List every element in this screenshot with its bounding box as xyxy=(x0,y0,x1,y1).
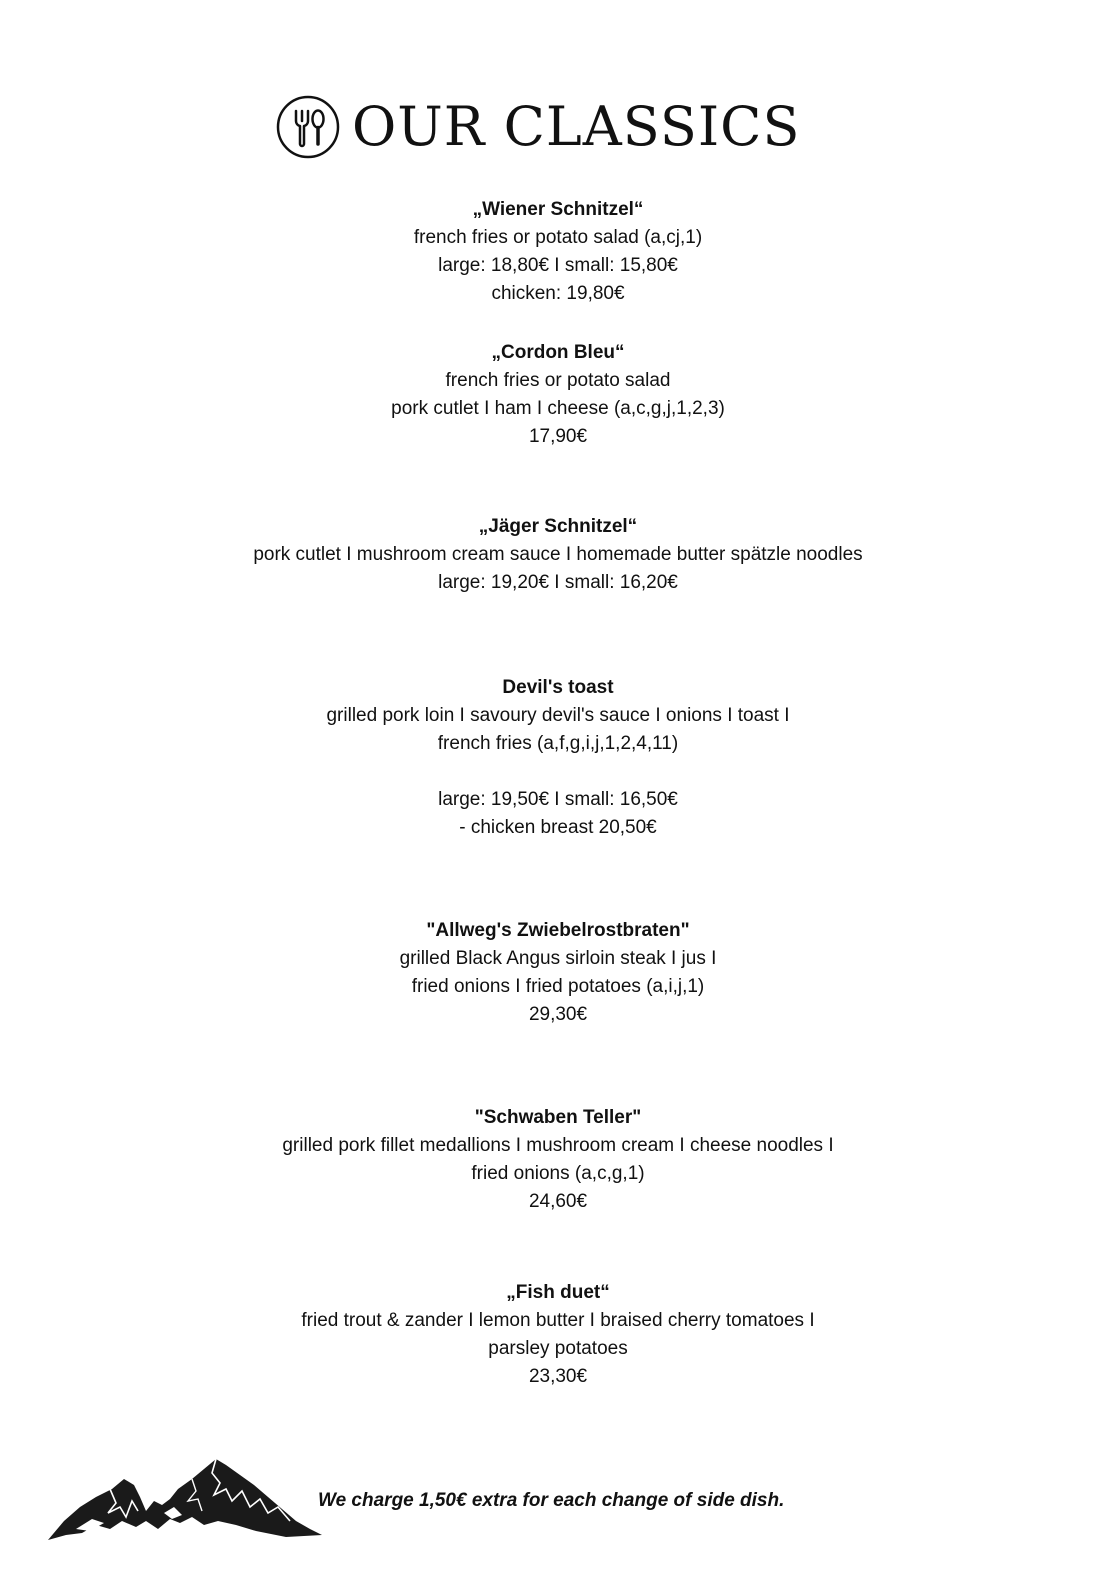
menu-item xyxy=(0,513,1116,597)
dish-description: pork cutlet I mushroom cream sauce I homemade butter spätzle noodles xyxy=(253,544,863,565)
menu-item xyxy=(0,917,1116,1029)
menu-item xyxy=(0,674,1116,842)
spacer xyxy=(0,758,1116,786)
menu-item xyxy=(0,196,1116,308)
dish-name: „Jäger Schnitzel“ xyxy=(478,516,638,537)
dish-description: grilled pork loin I savoury devil's sauce I onions I toast I xyxy=(326,705,790,726)
fork-spoon-icon xyxy=(276,95,340,159)
dish-price: large: 19,20€ I small: 16,20€ xyxy=(438,572,678,593)
dish-price: - chicken breast 20,50€ xyxy=(459,817,657,838)
dish-price: chicken: 19,80€ xyxy=(491,283,625,304)
dish-name: „Wiener Schnitzel“ xyxy=(472,199,644,220)
dish-description: fried onions (a,c,g,1) xyxy=(471,1163,645,1184)
dish-name: „Fish duet“ xyxy=(506,1282,610,1303)
dish-description: pork cutlet I ham I cheese (a,c,g,j,1,2,3) xyxy=(391,398,725,419)
dish-description: grilled pork fillet medallions I mushroom cream I cheese noodles I xyxy=(282,1135,834,1156)
dish-name: Devil's toast xyxy=(502,677,614,698)
page-title: OUR CLASSICS xyxy=(352,95,801,158)
dish-price: large: 18,80€ I small: 15,80€ xyxy=(438,255,678,276)
dish-description: french fries or potato salad xyxy=(445,370,671,391)
mountains-icon xyxy=(46,1455,326,1545)
dish-description: fried trout & zander I lemon butter I braised cherry tomatoes I xyxy=(301,1310,815,1331)
dish-description: french fries or potato salad (a,cj,1) xyxy=(413,227,703,248)
dish-price: large: 19,50€ I small: 16,50€ xyxy=(438,789,678,810)
dish-price: 17,90€ xyxy=(528,426,588,447)
menu-item xyxy=(0,1279,1116,1391)
dish-price: 29,30€ xyxy=(528,1004,588,1025)
dish-name: „Cordon Bleu“ xyxy=(491,342,625,363)
dish-price: 24,60€ xyxy=(528,1191,588,1212)
dish-description: fried onions I fried potatoes (a,i,j,1) xyxy=(411,976,705,997)
dish-price: 23,30€ xyxy=(528,1366,588,1387)
dish-description: grilled Black Angus sirloin steak I jus I xyxy=(399,948,717,969)
dish-name: "Schwaben Teller" xyxy=(474,1107,642,1128)
page-header xyxy=(276,92,800,162)
dish-description: french fries (a,f,g,i,j,1,2,4,11) xyxy=(437,733,679,754)
menu-item xyxy=(0,1104,1116,1216)
dish-name: "Allweg's Zwiebelrostbraten" xyxy=(426,920,690,941)
side-dish-note: We charge 1,50€ extra for each change of side dish. xyxy=(318,1490,785,1511)
menu-item xyxy=(0,339,1116,451)
dish-description: parsley potatoes xyxy=(488,1338,628,1359)
